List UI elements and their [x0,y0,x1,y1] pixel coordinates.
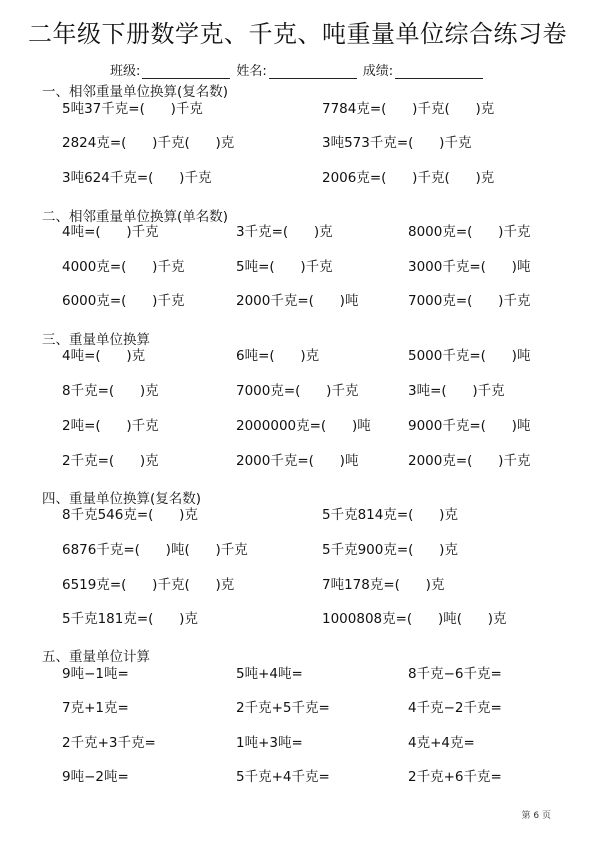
exercise-item[interactable]: 5千克181克=( )克 [62,611,198,627]
exercise-row [0,664,595,684]
exercise-item[interactable]: 9000千克=( )吨 [408,418,531,434]
page-title: 二年级下册数学克、千克、吨重量单位综合练习卷 [28,20,567,48]
exercise-item[interactable]: 8000克=( )千克 [408,224,531,240]
exercise-item[interactable]: 7000克=( )千克 [408,293,531,309]
exercise-item[interactable]: 9吨−1吨= [62,666,129,682]
exercise-item[interactable]: 2000000克=( )吨 [236,418,371,434]
exercise-item[interactable]: 2千克=( )克 [62,453,159,469]
page-number: 第 6 页 [521,811,551,821]
section-title: 二、相邻重量单位换算(单名数) [42,209,229,225]
exercise-row [0,609,595,629]
name-blank[interactable] [269,64,357,79]
exercise-item[interactable]: 3000千克=( )吨 [408,259,531,275]
exercise-item[interactable]: 2吨=( )千克 [62,418,159,434]
exercise-item[interactable]: 1000808克=( )吨( )克 [322,611,507,627]
exercise-item[interactable]: 5吨=( )千克 [236,259,333,275]
exercise-item[interactable]: 2000千克=( )吨 [236,293,359,309]
exercise-item[interactable]: 6519克=( )千克( )克 [62,577,235,593]
exercise-item[interactable]: 6吨=( )克 [236,348,320,364]
exercise-row [0,505,595,525]
class-blank[interactable] [142,64,230,79]
exercise-item[interactable]: 2006克=( )千克( )克 [322,170,495,186]
section-title: 一、相邻重量单位换算(复名数) [42,84,229,100]
exercise-row [0,99,595,119]
exercise-row [0,133,595,153]
exercise-item[interactable]: 2824克=( )千克( )克 [62,135,235,151]
exercise-item[interactable]: 2000千克=( )吨 [236,453,359,469]
exercise-row [0,540,595,560]
exercise-item[interactable]: 4千克−2千克= [408,700,502,716]
exercise-item[interactable]: 8千克−6千克= [408,666,502,682]
exercise-item[interactable]: 7吨178克=( )克 [322,577,445,593]
student-info-line [110,60,530,79]
exercise-row [0,767,595,787]
exercise-item[interactable]: 5千克814克=( )克 [322,507,458,523]
exercise-item[interactable]: 7784克=( )千克( )克 [322,101,495,117]
section-title: 三、重量单位换算 [42,332,150,348]
exercise-row [0,575,595,595]
exercise-item[interactable]: 5吨+4吨= [236,666,303,682]
name-label: 姓名: [236,64,267,79]
exercise-item[interactable]: 2千克+5千克= [236,700,330,716]
score-label: 成绩: [362,64,394,79]
exercise-item[interactable]: 9吨−2吨= [62,769,129,785]
exercise-row [0,257,595,277]
section-title: 四、重量单位换算(复名数) [42,491,202,507]
exercise-item[interactable]: 7克+1克= [62,700,129,716]
exercise-item[interactable]: 3千克=( )克 [236,224,333,240]
exercise-row [0,451,595,471]
exercise-row [0,168,595,188]
exercise-item[interactable]: 1吨+3吨= [236,735,303,751]
exercise-row [0,291,595,311]
exercise-item[interactable]: 5000千克=( )吨 [408,348,531,364]
exercise-row [0,222,595,242]
exercise-item[interactable]: 3吨573千克=( )千克 [322,135,472,151]
exercise-item[interactable]: 4000克=( )千克 [62,259,185,275]
class-label: 班级: [110,64,141,79]
exercise-item[interactable]: 3吨=( )千克 [408,383,505,399]
exercise-item[interactable]: 6876千克=( )吨( )千克 [62,542,248,558]
exercise-item[interactable]: 4吨=( )千克 [62,224,159,240]
score-blank[interactable] [395,64,483,79]
exercise-row [0,698,595,718]
exercise-item[interactable]: 5千克+4千克= [236,769,330,785]
exercise-item[interactable]: 2千克+3千克= [62,735,156,751]
exercise-item[interactable]: 7000克=( )千克 [236,383,359,399]
exercise-row [0,733,595,753]
exercise-row [0,416,595,436]
exercise-item[interactable]: 8千克=( )克 [62,383,159,399]
exercise-item[interactable]: 5千克900克=( )克 [322,542,458,558]
section-title: 五、重量单位计算 [42,649,150,665]
exercise-item[interactable]: 4吨=( )克 [62,348,146,364]
exercise-item[interactable]: 2千克+6千克= [408,769,502,785]
exercise-item[interactable]: 4克+4克= [408,735,475,751]
exercise-row [0,381,595,401]
exercise-item[interactable]: 3吨624千克=( )千克 [62,170,212,186]
exercise-item[interactable]: 8千克546克=( )克 [62,507,198,523]
exercise-item[interactable]: 6000克=( )千克 [62,293,185,309]
exercise-row [0,346,595,366]
exercise-item[interactable]: 2000克=( )千克 [408,453,531,469]
exercise-item[interactable]: 5吨37千克=( )千克 [62,101,203,117]
